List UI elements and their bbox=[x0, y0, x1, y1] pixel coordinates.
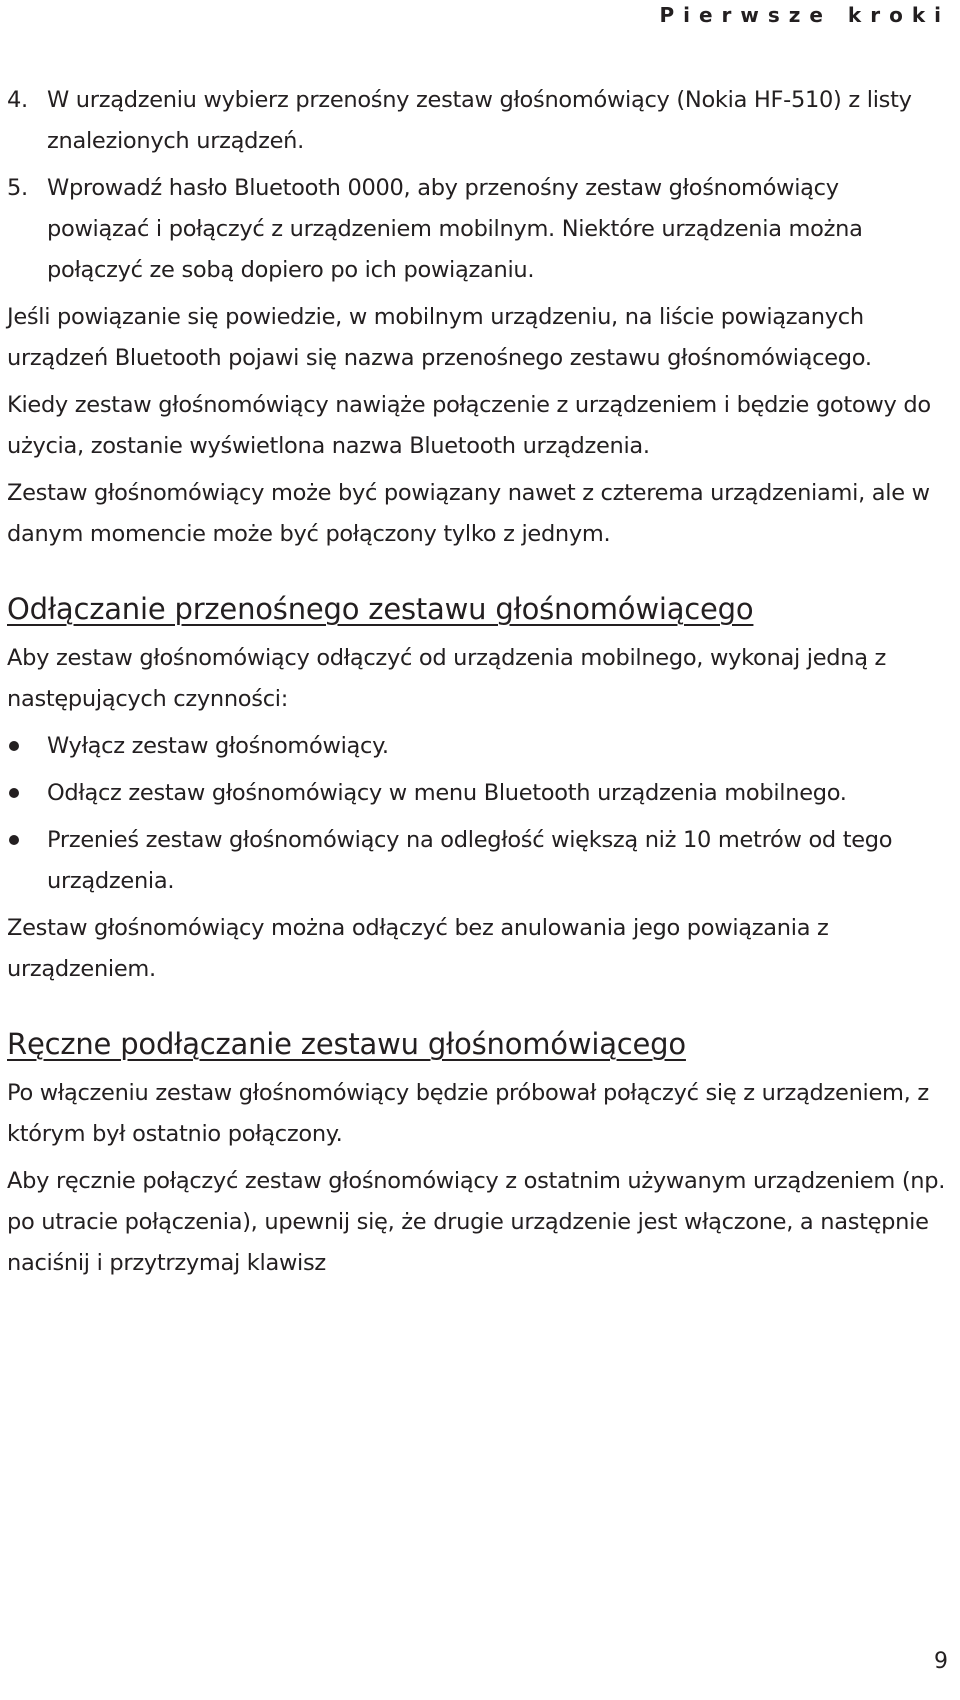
paragraph: Zestaw głośnomówiący można odłączyć bez anulowania jego powiązania z urządzeniem. bbox=[7, 915, 829, 982]
step-number: 4. bbox=[7, 87, 28, 113]
step-text: Wprowadź hasło Bluetooth 0000, aby przenośny zestaw głośnomówiący powiązać i połączyć z urządzeniem mobilnym. Niektóre urządzenia można połączyć ze sobą dopiero po ich powiązaniu. bbox=[47, 175, 863, 283]
numbered-step bbox=[7, 168, 947, 291]
paragraph: Aby zestaw głośnomówiący odłączyć od urządzenia mobilnego, wykonaj jedną z następujących czynności: bbox=[7, 645, 887, 712]
running-header: Pierwsze kroki bbox=[659, 3, 950, 27]
bullet-text: Odłącz zestaw głośnomówiący w menu Bluetooth urządzenia mobilnego. bbox=[47, 780, 847, 806]
paragraph: Po włączeniu zestaw głośnomówiący będzie próbował połączyć się z urządzeniem, z którym był ostatnio połączony. bbox=[7, 1080, 929, 1147]
page-content bbox=[7, 80, 947, 1290]
paragraph: Zestaw głośnomówiący może być powiązany nawet z czterema urządzeniami, ale w danym momencie może być połączony tylko z jednym. bbox=[7, 480, 930, 547]
paragraph: Aby ręcznie połączyć zestaw głośnomówiący z ostatnim używanym urządzeniem (np. po utracie połączenia), upewnij się, że drugie urządzenie jest włączone, a następnie naciśnij i przytrzymaj klawisz bbox=[7, 1168, 946, 1276]
bullet-dot-icon bbox=[9, 835, 19, 845]
page-number: 9 bbox=[934, 1649, 948, 1674]
bullet-item bbox=[7, 773, 947, 814]
paragraph: Kiedy zestaw głośnomówiący nawiąże połączenie z urządzeniem i będzie gotowy do użycia, zostanie wyświetlona nazwa Bluetooth urządzenia. bbox=[7, 392, 931, 459]
numbered-step bbox=[7, 80, 947, 162]
bullet-dot-icon bbox=[9, 788, 19, 798]
bullet-item bbox=[7, 726, 947, 767]
step-number: 5. bbox=[7, 175, 28, 201]
bullet-text: Wyłącz zestaw głośnomówiący. bbox=[47, 733, 389, 759]
bullet-dot-icon bbox=[9, 741, 19, 751]
paragraph: Jeśli powiązanie się powiedzie, w mobilnym urządzeniu, na liście powiązanych urządzeń Bluetooth pojawi się nazwa przenośnego zestawu głośnomówiącego. bbox=[7, 304, 872, 371]
bullet-text: Przenieś zestaw głośnomówiący na odległość większą niż 10 metrów od tego urządzenia. bbox=[47, 827, 893, 894]
step-text: W urządzeniu wybierz przenośny zestaw głośnomówiący (Nokia HF-510) z listy znalezionych urządzeń. bbox=[47, 87, 912, 154]
bullet-item bbox=[7, 820, 947, 902]
section-heading-manual: Ręczne podłączanie zestawu głośnomówiącego bbox=[7, 1027, 686, 1061]
section-heading-disconnect: Odłączanie przenośnego zestawu głośnomówiącego bbox=[7, 592, 754, 626]
